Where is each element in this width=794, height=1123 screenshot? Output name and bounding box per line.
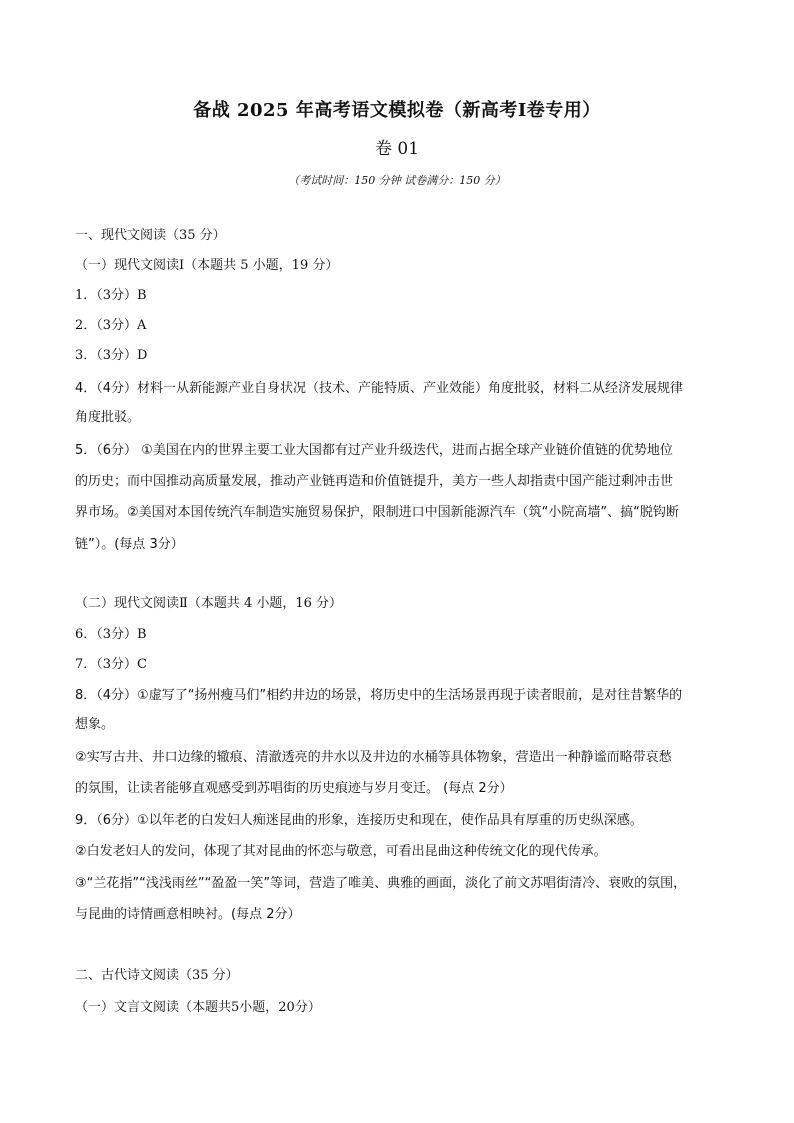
answer-line: ②实写古井、井口边缘的辙痕、清澈透亮的井水以及井边的水桶等具体物象，营造出一种静谧而略带哀愁 <box>75 750 672 765</box>
exam-meta: （考试时间：150 分钟 试卷满分：150 分） <box>288 174 506 187</box>
answer-line: 9．（6分）①以年老的白发妇人痴迷昆曲的形象，连接历史和现在，使作品具有厚重的历史纵深感。 <box>75 813 643 828</box>
answer-line: 2．（3分）A <box>75 318 147 333</box>
part-heading: （一）现代文阅读Ⅰ（本题共 5 小题，19 分） <box>75 258 339 273</box>
document-subtitle: 卷 01 <box>374 139 420 159</box>
answer-line: 6．（3分）B <box>75 627 147 642</box>
answer-line: 想象。 <box>75 717 115 732</box>
answer-line: 4．（4分）材料一从新能源产业自身状况（技术、产能特质、产业效能）角度批驳，材料二从经济发展规律 <box>75 381 684 396</box>
answer-line: 8．（4分）①虚写了“扬州瘦马们”相约井边的场景，将历史中的生活场景再现于读者眼前，是对往昔繁华的 <box>75 688 683 703</box>
answer-line: ③“兰花指”“浅浅雨丝”“盈盈一笑”等词，营造了唯美、典雅的画面，淡化了前文苏唱街清冷、衰败的氛围， <box>75 876 687 891</box>
section-heading: 二、古代诗文阅读（35 分） <box>75 968 239 983</box>
answer-line: 的历史；而中国推动高质量发展，推动产业链再造和价值链提升，美方一些人却指责中国产能过剩冲击世 <box>75 474 674 489</box>
document-title: 备战 2025 年高考语文模拟卷（新高考Ⅰ卷专用） <box>193 100 601 121</box>
answer-line: 角度批驳。 <box>75 410 141 425</box>
part-heading: （二）现代文阅读Ⅱ（本题共 4 小题，16 分） <box>75 596 343 611</box>
answer-line: 与昆曲的诗情画意相映衬。(每点 2分） <box>75 907 301 922</box>
answer-line: 5．（6分） ①美国在内的世界主要工业大国都有过产业升级迭代，进而占据全球产业链价值链的优势地位 <box>75 443 673 458</box>
answer-line: 的氛围，让读者能够直观感受到苏唱街的历史痕迹与岁月变迁。 (每点 2分） <box>75 781 513 796</box>
answer-line: 7．（3分）C <box>75 657 147 672</box>
answer-line: 链”）。(每点 3分） <box>75 537 184 552</box>
answer-line: ②白发老妇人的发问，体现了其对昆曲的怀恋与敬意，可看出昆曲这种传统文化的现代传承。 <box>75 844 607 859</box>
part-heading: （一）文言文阅读（本题共5小题，20分） <box>75 1000 321 1015</box>
answer-line: 1．（3分）B <box>75 288 147 303</box>
answer-line: 界市场。②美国对本国传统汽车制造实施贸易保护，限制进口中国新能源汽车（筑“小院高墙”、搞“脱钩断 <box>75 505 679 520</box>
section-heading: 一、现代文阅读（35 分） <box>75 228 226 243</box>
answer-line: 3．（3分）D <box>75 348 148 363</box>
